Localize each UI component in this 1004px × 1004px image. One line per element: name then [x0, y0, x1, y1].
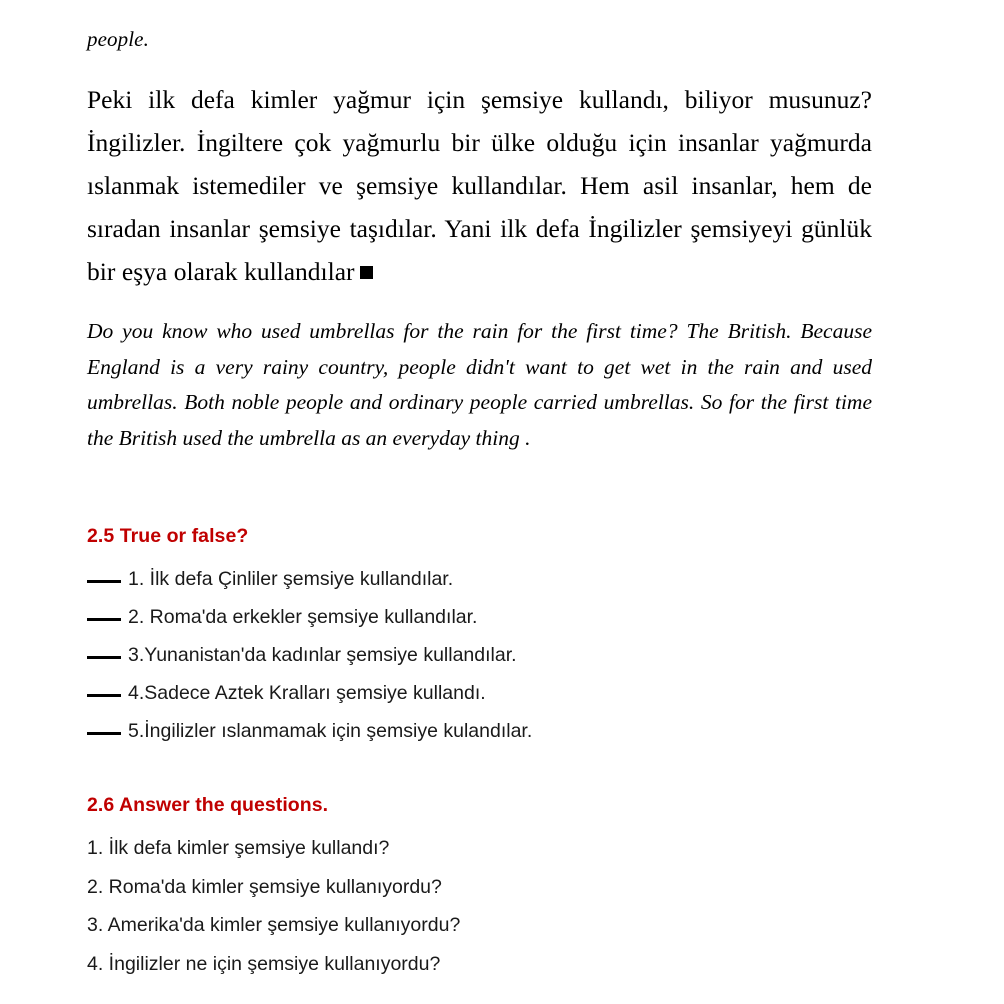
true-false-list — [87, 560, 872, 750]
list-item[interactable]: 1. İlk defa kimler şemsiye kullandı? — [87, 837, 390, 859]
list-item-label: 1. İlk defa Çinliler şemsiye kullandılar. — [128, 568, 454, 590]
english-translation-paragraph: Do you know who used umbrellas for the rain for the first time? The British. Because England is a very rainy country, people didn't want to get wet in the rain and used umbrellas. Both noble people and ordinary people carried umbrellas. So for the first time the British used the umbrella as an everyday thing . — [87, 319, 872, 450]
section-heading-2-6: 2.6 Answer the questions. — [87, 794, 329, 816]
turkish-body-paragraph — [87, 57, 872, 293]
answer-blank-input[interactable] — [87, 680, 121, 697]
section-answer-the-questions — [87, 750, 872, 983]
list-item-label: 5.İngilizler ıslanmamak için şemsiye kulandılar. — [128, 720, 533, 742]
questions-list — [87, 829, 872, 983]
list-item-label: 4.Sadece Aztek Kralları şemsiye kullandı. — [128, 682, 486, 704]
list-item[interactable] — [87, 598, 872, 636]
list-item[interactable] — [87, 712, 872, 750]
turkish-paragraph-text: Peki ilk defa kimler yağmur için şemsiye kullandı, biliyor musunuz? İngilizler. İngiltere çok yağmurlu bir ülke olduğu için insanlar yağmurda ıslanmak istemediler ve şemsiye kullandılar. Hem asil insanlar, hem de sıradan insanlar şemsiye taşıdılar. Yani ilk defa İngilizler şemsiyeyi günlük bir eşya olarak kullandılar — [87, 85, 872, 286]
list-item[interactable] — [87, 636, 872, 674]
answer-blank-input[interactable] — [87, 642, 121, 659]
list-item[interactable]: 2. Roma'da kimler şemsiye kullanıyordu? — [87, 875, 442, 898]
section-true-or-false — [87, 456, 872, 750]
answer-blank-input[interactable] — [87, 604, 121, 621]
answer-blank-input[interactable] — [87, 718, 121, 735]
list-item[interactable] — [87, 560, 872, 598]
list-item[interactable]: 3. Amerika'da kimler şemsiye kullanıyordu? — [87, 914, 461, 936]
continuation-text: people. — [87, 27, 149, 51]
end-of-text-square-icon — [360, 266, 373, 279]
list-item-label: 2. Roma'da erkekler şemsiye kullandılar. — [128, 606, 478, 628]
section-heading-2-5: 2.5 True or false? — [87, 525, 249, 547]
list-item[interactable] — [87, 674, 872, 712]
list-item[interactable]: 4. İngilizler ne için şemsiye kullanıyordu? — [87, 952, 441, 975]
list-item-label: 3.Yunanistan'da kadınlar şemsiye kullandılar. — [128, 644, 517, 666]
answer-blank-input[interactable] — [87, 566, 121, 583]
